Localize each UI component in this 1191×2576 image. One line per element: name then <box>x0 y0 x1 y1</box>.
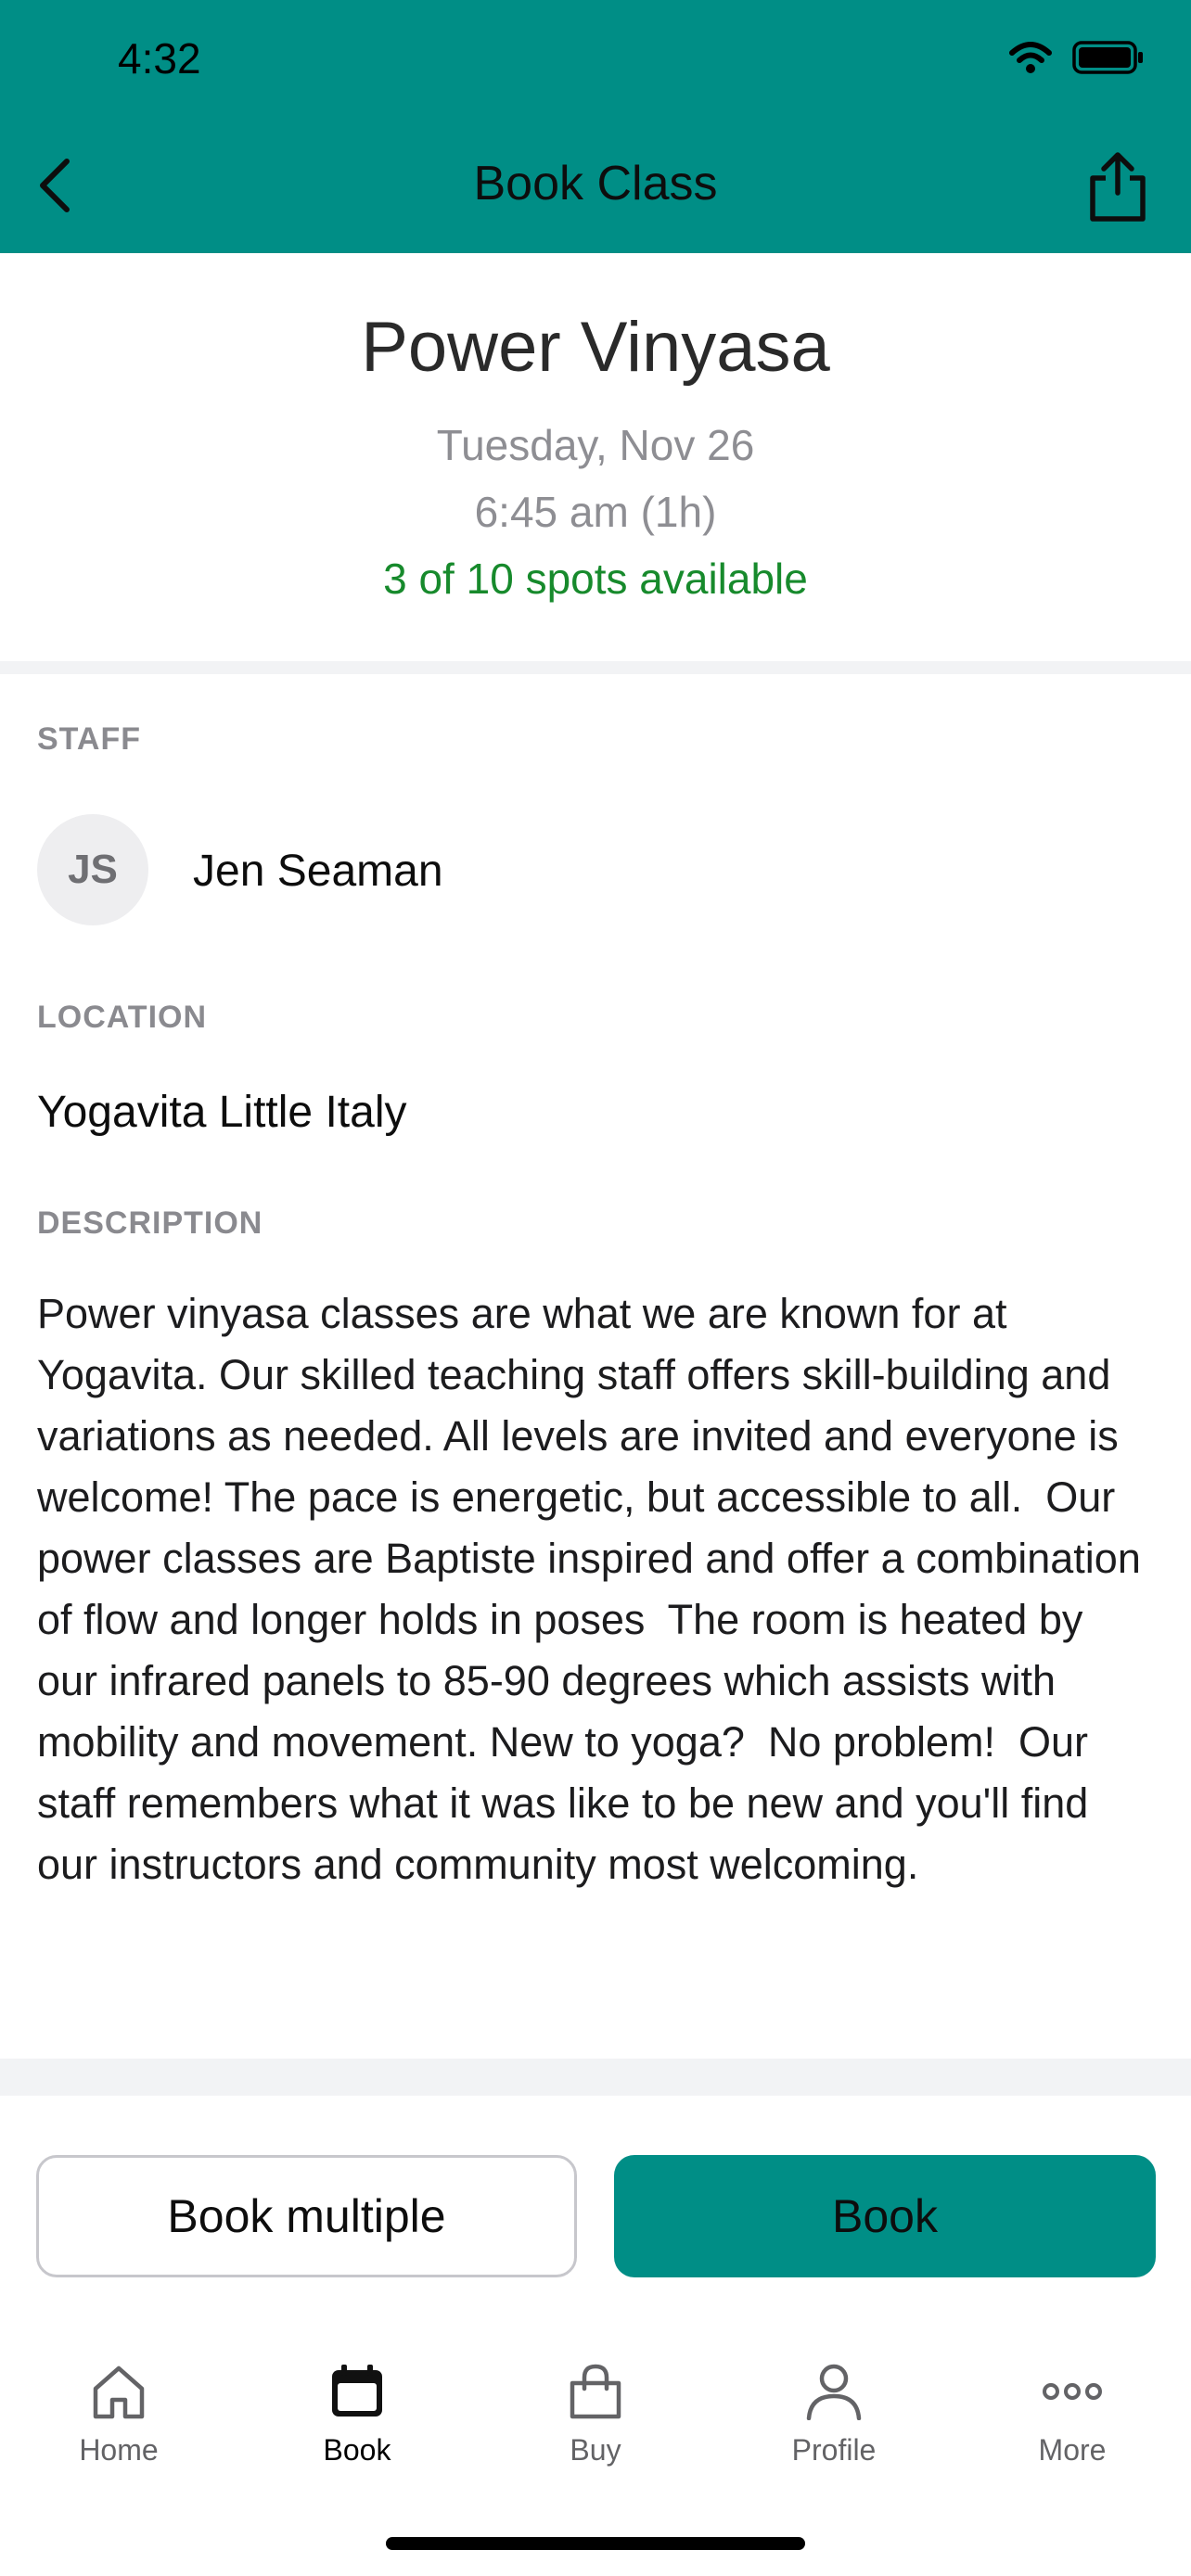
page-title: Book Class <box>473 157 718 210</box>
tab-home[interactable] <box>26 2337 211 2485</box>
spots-available: 3 of 10 spots available <box>383 555 808 603</box>
book-button[interactable]: Book <box>614 2155 1156 2277</box>
status-icons <box>1009 41 1145 74</box>
battery-icon <box>1072 41 1145 74</box>
share-icon <box>1087 150 1148 223</box>
tab-label: Home <box>79 2433 159 2467</box>
class-date: Tuesday, Nov 26 <box>436 421 755 469</box>
shopping-bag-icon <box>567 2363 624 2420</box>
tab-book[interactable] <box>264 2337 450 2485</box>
tab-profile[interactable] <box>741 2337 927 2485</box>
class-description: Power vinyasa classes are what we are known for at Yogavita. Our skilled teaching staff offers skill-building and variations as needed. All levels are invited and everyone is welcome! The pace is energetic, but accessible to all. Our power classes are Baptiste inspired and offer a combination of flow and longer holds in poses The room is heated by our infrared panels to 85-90 degrees which assists with mobility and movement. New to yoga? No problem! Our staff remembers what it was like to be new and you'll find our instructors and community most welcoming. <box>37 1290 1153 1888</box>
class-time: 6:45 am (1h) <box>474 488 717 536</box>
share-button[interactable] <box>1087 150 1148 223</box>
staff-label: STAFF <box>37 721 142 757</box>
tab-buy[interactable] <box>503 2337 688 2485</box>
tab-bar <box>0 2337 1191 2522</box>
description-label: DESCRIPTION <box>37 1205 263 1241</box>
tab-label: Buy <box>570 2433 621 2467</box>
wifi-icon <box>1009 42 1052 73</box>
class-title: Power Vinyasa <box>361 308 830 387</box>
location-label: LOCATION <box>37 1000 208 1035</box>
status-time: 4:32 <box>118 34 201 83</box>
person-icon <box>805 2363 863 2420</box>
tab-label: Book <box>323 2433 391 2467</box>
staff-name[interactable]: Jen Seaman <box>193 847 443 896</box>
class-summary <box>0 253 1191 661</box>
home-icon <box>90 2363 147 2420</box>
section-divider <box>0 661 1191 674</box>
tab-label: More <box>1038 2433 1107 2467</box>
more-icon <box>1042 2363 1103 2420</box>
home-indicator <box>386 2537 805 2550</box>
app-header <box>0 0 1191 253</box>
book-multiple-button[interactable]: Book multiple <box>36 2155 577 2277</box>
section-divider <box>0 2059 1191 2096</box>
tab-more[interactable] <box>980 2337 1165 2485</box>
avatar: JS <box>37 814 148 925</box>
location-name[interactable]: Yogavita Little Italy <box>37 1088 407 1137</box>
calendar-icon <box>328 2363 386 2420</box>
tab-label: Profile <box>791 2433 877 2467</box>
